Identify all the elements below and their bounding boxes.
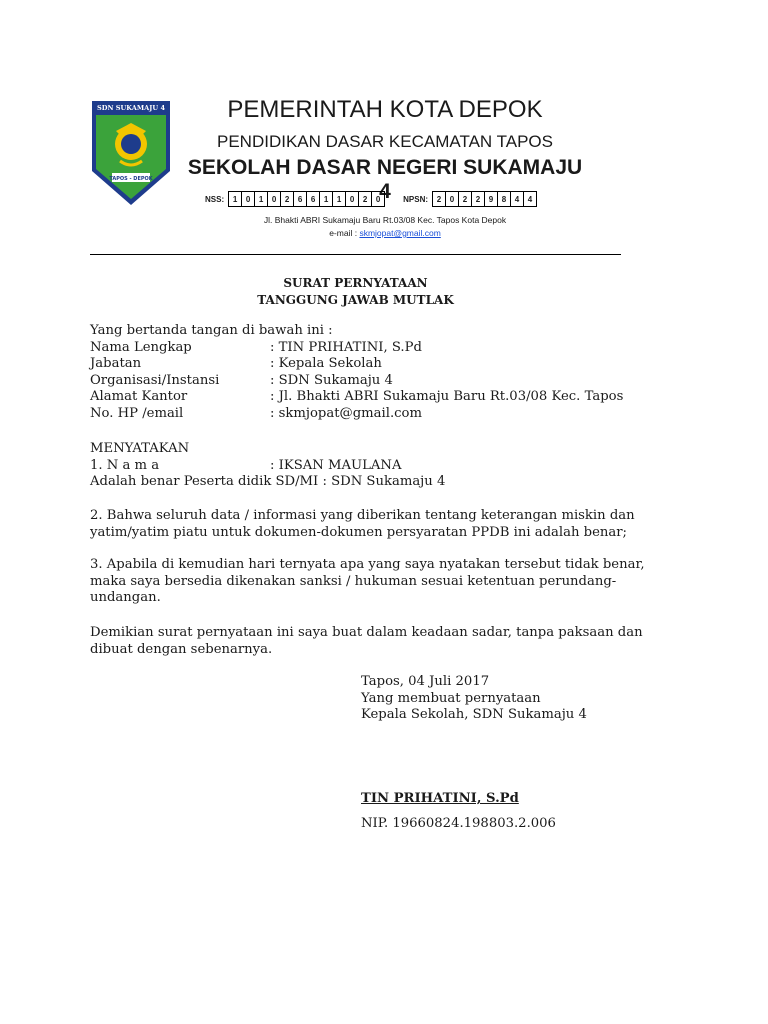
header-divider bbox=[90, 254, 621, 255]
signer-name: TIN PRIHATINI, S.Pd bbox=[361, 791, 519, 806]
nss-digit: 2 bbox=[281, 192, 294, 206]
document-subtitle: TANGGUNG JAWAB MUTLAK bbox=[257, 293, 454, 307]
npsn-digit: 4 bbox=[527, 194, 533, 204]
signer-caption: Yang membuat pernyataan bbox=[361, 690, 541, 706]
student-status: Adalah benar Peserta didik SD/MI : SDN Sukamaju 4 bbox=[90, 474, 446, 490]
declaration-item-2: 2. Bahwa seluruh data / informasi yang diberikan tentang keterangan miskin dan yatim/yatim piatu untuk dokumen-dokumen persyaratan PPDB ini adalah benar; bbox=[90, 508, 635, 540]
identity-section bbox=[90, 323, 680, 423]
declaration-item-3: 3. Apabila di kemudian hari ternyata apa yang saya nyatakan tersebut tidak benar, maka saya bersedia dikenakan sanksi / hukuman sesuai ketentuan perundang-undangan. bbox=[90, 557, 645, 606]
identity-row: No. HP /email : skmjopat@gmail.com bbox=[90, 405, 422, 421]
identity-row: Jabatan : Kepala Sekolah bbox=[90, 356, 382, 372]
npsn-digit: 2 bbox=[459, 192, 472, 206]
school-name: SEKOLAH DASAR NEGERI SUKAMAJU 4 bbox=[187, 156, 583, 203]
closing-statement: Demikian surat pernyataan ini saya buat dalam keadaan sadar, tanpa paksaan dan dibuat dengan sebenarnya. bbox=[90, 625, 643, 657]
nss-digit: 1 bbox=[229, 192, 242, 206]
nss-label: NSS: bbox=[205, 194, 225, 204]
nss-digit: 1 bbox=[255, 192, 268, 206]
nss-digit: 0 bbox=[242, 192, 255, 206]
place-date: Tapos, 04 Juli 2017 bbox=[361, 674, 490, 689]
nss-digit: 6 bbox=[294, 192, 307, 206]
nss-digit: 1 bbox=[333, 192, 346, 206]
intro-line: Yang bertanda tangan di bawah ini : bbox=[90, 323, 333, 338]
nss-digit: 0 bbox=[375, 194, 381, 204]
signature-block bbox=[361, 674, 587, 724]
npsn-digit: 9 bbox=[485, 192, 498, 206]
nss-digit: 6 bbox=[307, 192, 320, 206]
nss-digit: 0 bbox=[268, 192, 281, 206]
logo-text: SDN SUKAMAJU 4 bbox=[96, 104, 166, 112]
npsn-digit: 0 bbox=[446, 192, 459, 206]
nss-boxes bbox=[228, 191, 385, 207]
signer-position: Kepala Sekolah, SDN Sukamaju 4 bbox=[361, 707, 587, 723]
npsn-digit: 4 bbox=[511, 192, 524, 206]
signer-nip: NIP. 19660824.198803.2.006 bbox=[361, 816, 556, 831]
nss-digit: 1 bbox=[320, 192, 333, 206]
npsn-digit: 2 bbox=[472, 192, 485, 206]
school-address: Jl. Bhakti ABRI Sukamaju Baru Rt.03/08 Kec. Tapos Kota Depok bbox=[263, 215, 507, 225]
school-email-line bbox=[180, 227, 590, 240]
nss-digit: 2 bbox=[359, 192, 372, 206]
school-identifiers bbox=[205, 191, 537, 207]
identity-row: Alamat Kantor : Jl. Bhakti ABRI Sukamaju Baru Rt.03/08 Kec. Tapos bbox=[90, 389, 624, 405]
identity-row: Nama Lengkap : TIN PRIHATINI, S.Pd bbox=[90, 339, 422, 355]
npsn-digit: 8 bbox=[498, 192, 511, 206]
declaration-section bbox=[90, 441, 680, 491]
government-name: PEMERINTAH KOTA DEPOK bbox=[227, 96, 543, 123]
nss-digit: 0 bbox=[346, 192, 359, 206]
student-row: 1. N a m a : IKSAN MAULANA bbox=[90, 457, 402, 473]
email-link[interactable]: skmjopat@gmail.com bbox=[359, 228, 441, 238]
document-title: SURAT PERNYATAAN bbox=[283, 276, 428, 290]
npsn-boxes bbox=[432, 191, 537, 207]
identity-row: Organisasi/Instansi : SDN Sukamaju 4 bbox=[90, 372, 393, 388]
npsn-digit: 2 bbox=[433, 192, 446, 206]
school-address-block bbox=[180, 214, 590, 240]
npsn-label: NPSN: bbox=[403, 194, 429, 204]
logo-subtext: TAPOS - DEPOK bbox=[109, 176, 153, 182]
department-name: PENDIDIKAN DASAR KECAMATAN TAPOS bbox=[217, 132, 553, 151]
declaration-heading: MENYATAKAN bbox=[90, 441, 190, 456]
school-logo bbox=[90, 99, 172, 207]
email-label: e-mail : bbox=[329, 228, 358, 238]
